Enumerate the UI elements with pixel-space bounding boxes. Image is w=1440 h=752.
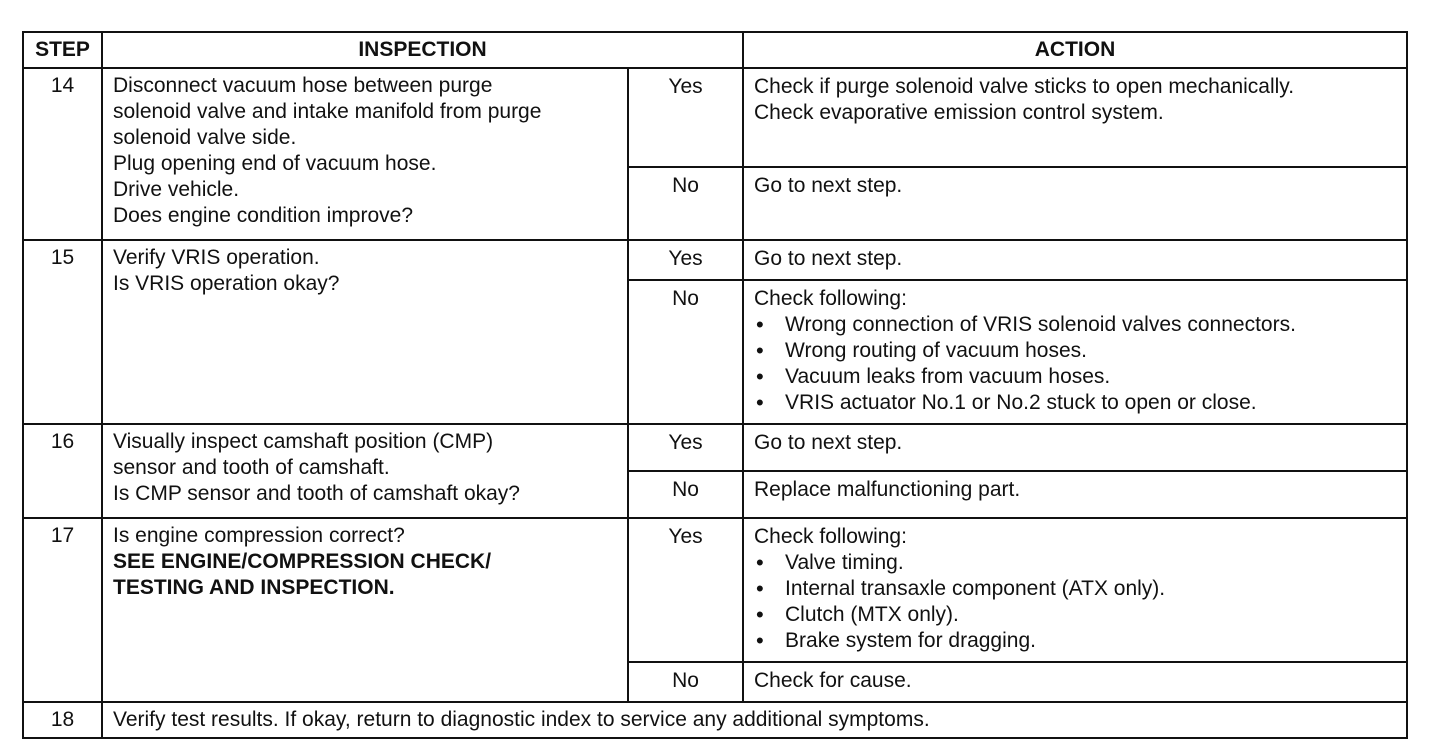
inspection-line: Is engine compression correct?	[113, 524, 405, 547]
action-cell	[743, 518, 1407, 662]
action-line: Go to next step.	[754, 174, 903, 197]
inspection-line: Disconnect vacuum hose between purge	[113, 74, 493, 97]
inspection-line: Visually inspect camshaft position (CMP)	[113, 430, 494, 453]
action-line: Check evaporative emission control system.	[754, 101, 1164, 124]
inspection-line: Plug opening end of vacuum hose.	[113, 152, 437, 175]
step-header: STEP	[23, 32, 102, 68]
inspection-line: solenoid valve side.	[113, 126, 297, 149]
inspection-cell	[102, 424, 628, 518]
table-row	[23, 68, 1407, 167]
bullet-list	[754, 312, 1400, 416]
step-number: 18	[23, 702, 102, 738]
action-intro: Check following:	[754, 287, 907, 310]
table-row	[23, 518, 1407, 662]
action-line: Go to next step.	[754, 247, 903, 270]
action-cell	[743, 471, 1407, 518]
action-cell	[743, 167, 1407, 240]
action-header: ACTION	[743, 32, 1407, 68]
list-item: • Wrong routing of vacuum hoses.	[754, 338, 1400, 364]
inspection-header: INSPECTION	[102, 32, 743, 68]
no-label: No	[628, 471, 743, 518]
yes-label: Yes	[628, 240, 743, 280]
inspection-line: Does engine condition improve?	[113, 204, 414, 227]
step-number: 14	[23, 68, 102, 240]
list-item: • Brake system for dragging.	[754, 628, 1400, 654]
list-item: • Wrong connection of VRIS solenoid valves connectors.	[754, 312, 1400, 338]
action-intro: Check following:	[754, 525, 907, 548]
no-label: No	[628, 662, 743, 702]
action-line: Go to next step.	[754, 431, 903, 454]
action-cell	[743, 662, 1407, 702]
action-cell	[743, 280, 1407, 424]
inspection-line: Is CMP sensor and tooth of camshaft okay?	[113, 482, 520, 505]
step-number: 16	[23, 424, 102, 518]
action-cell	[743, 68, 1407, 167]
action-cell	[743, 424, 1407, 471]
no-label: No	[628, 167, 743, 240]
yes-label: Yes	[628, 518, 743, 662]
step-number: 15	[23, 240, 102, 424]
inspection-line: Drive vehicle.	[113, 178, 240, 201]
list-item: • Valve timing.	[754, 550, 1400, 576]
inspection-line: sensor and tooth of camshaft.	[113, 456, 390, 479]
no-label: No	[628, 280, 743, 424]
inspection-cell	[102, 68, 628, 240]
list-item: • VRIS actuator No.1 or No.2 stuck to open or close.	[754, 390, 1400, 416]
action-cell	[743, 240, 1407, 280]
table-row	[23, 424, 1407, 471]
inspection-line: Is VRIS operation okay?	[113, 272, 340, 295]
inspection-cell	[102, 518, 628, 702]
list-item: • Internal transaxle component (ATX only).	[754, 576, 1400, 602]
final-step-text: Verify test results. If okay, return to diagnostic index to service any additional symptoms.	[102, 702, 1407, 738]
inspection-cell	[102, 240, 628, 424]
step-number: 17	[23, 518, 102, 702]
inspection-line: solenoid valve and intake manifold from purge	[113, 100, 542, 123]
yes-label: Yes	[628, 424, 743, 471]
diagnostic-table	[22, 31, 1408, 739]
action-line: Check if purge solenoid valve sticks to open mechanically.	[754, 75, 1295, 98]
inspection-line: Verify VRIS operation.	[113, 246, 320, 269]
inspection-reference: TESTING AND INSPECTION.	[113, 576, 395, 599]
list-item: • Vacuum leaks from vacuum hoses.	[754, 364, 1400, 390]
table-row	[23, 240, 1407, 280]
inspection-reference: SEE ENGINE/COMPRESSION CHECK/	[113, 550, 492, 573]
action-line: Check for cause.	[754, 669, 912, 692]
header-row	[23, 32, 1407, 68]
list-item: • Clutch (MTX only).	[754, 602, 1400, 628]
table-row	[23, 702, 1407, 738]
action-line: Replace malfunctioning part.	[754, 478, 1021, 501]
bullet-list	[754, 550, 1400, 654]
yes-label: Yes	[628, 68, 743, 167]
